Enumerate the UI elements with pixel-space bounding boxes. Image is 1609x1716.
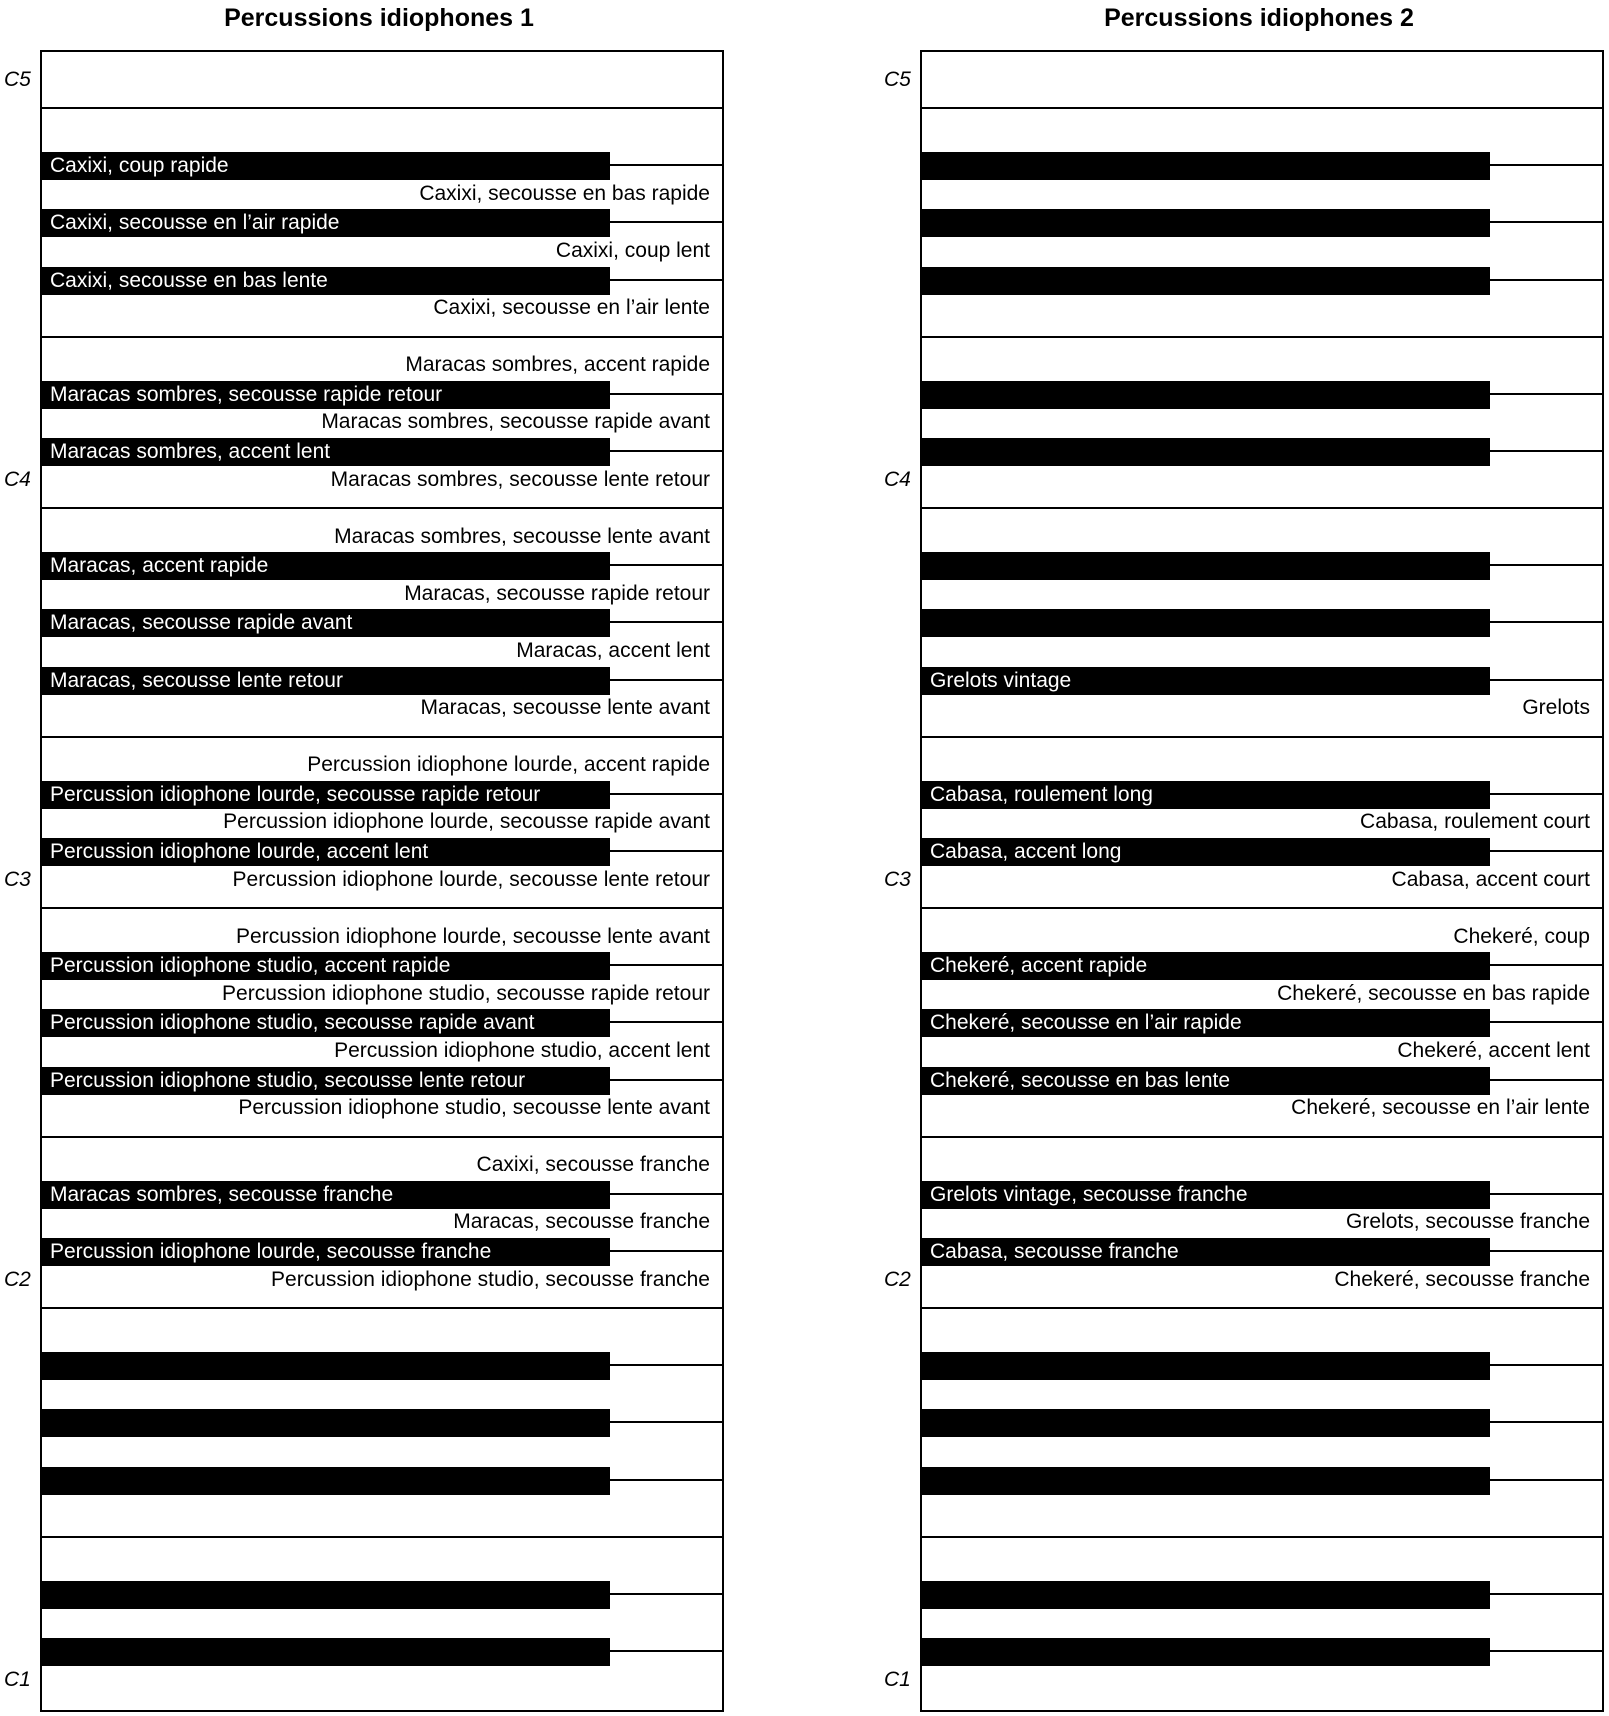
white-key-label: Percussion idiophone studio, secousse lente avant xyxy=(238,1096,710,1120)
black-key xyxy=(922,209,1490,237)
white-key xyxy=(42,52,722,109)
white-key-label: Chekeré, secousse en l’air lente xyxy=(1291,1096,1590,1120)
octave-label: C2 xyxy=(884,1268,911,1291)
white-key-label: Chekeré, secousse en bas rapide xyxy=(1277,981,1590,1005)
white-key-label: Caxixi, secousse en l’air lente xyxy=(433,296,710,320)
white-key-label: Chekeré, accent lent xyxy=(1397,1039,1590,1063)
white-key-label: Cabasa, roulement court xyxy=(1360,810,1590,834)
black-key xyxy=(42,838,610,866)
black-key-label: Cabasa, roulement long xyxy=(930,782,1153,806)
white-key-label: Maracas sombres, secousse lente avant xyxy=(334,524,710,548)
octave-label: C4 xyxy=(4,467,31,491)
black-key xyxy=(42,438,610,466)
white-key-label: Percussion idiophone lourde, accent rapide xyxy=(307,753,710,777)
black-key xyxy=(42,267,610,295)
white-key-label: Percussion idiophone studio, accent lent xyxy=(334,1039,710,1063)
black-key-label: Chekeré, secousse en bas lente xyxy=(930,1068,1231,1092)
black-key xyxy=(922,838,1490,866)
white-key-label: Maracas sombres, accent rapide xyxy=(405,353,710,377)
white-key-label: Cabasa, accent court xyxy=(1391,867,1590,891)
black-key-label: Chekeré, secousse en l’air rapide xyxy=(930,1011,1242,1035)
black-key xyxy=(42,552,610,580)
black-key xyxy=(42,1581,610,1609)
black-key-label: Percussion idiophone studio, secousse lente retour xyxy=(50,1068,526,1092)
black-key-label: Percussion idiophone lourde, accent lent xyxy=(50,840,429,864)
black-key xyxy=(922,1467,1490,1495)
white-key-label: Caxixi, secousse franche xyxy=(476,1153,710,1177)
black-key-label: Cabasa, secousse franche xyxy=(930,1240,1179,1264)
white-key-label: Maracas, secousse franche xyxy=(453,1210,710,1234)
black-key-label: Percussion idiophone studio, accent rapide xyxy=(50,954,451,978)
white-key-label: Percussion idiophone studio, secousse franche xyxy=(271,1267,710,1291)
keyboard-2-title: Percussions idiophones 2 xyxy=(1104,4,1414,32)
black-key-label: Chekeré, accent rapide xyxy=(930,954,1148,978)
black-key xyxy=(922,1181,1490,1209)
keyboard-1-title: Percussions idiophones 1 xyxy=(224,4,534,32)
black-key xyxy=(922,1409,1490,1437)
black-key-label: Grelots vintage, secousse franche xyxy=(930,1182,1248,1206)
black-key xyxy=(42,1352,610,1380)
black-key xyxy=(42,1009,610,1037)
black-key xyxy=(922,1638,1490,1666)
black-key xyxy=(922,152,1490,180)
white-key-label: Grelots xyxy=(1522,696,1590,720)
black-key xyxy=(42,1638,610,1666)
black-key xyxy=(42,1181,610,1209)
black-key-label: Caxixi, coup rapide xyxy=(50,154,229,178)
white-key-label: Percussion idiophone lourde, secousse lente retour xyxy=(232,867,710,891)
black-key xyxy=(922,267,1490,295)
black-key-label: Grelots vintage xyxy=(930,668,1072,692)
white-key-label: Caxixi, coup lent xyxy=(555,238,710,262)
black-key xyxy=(42,209,610,237)
white-key-label: Percussion idiophone lourde, secousse rapide avant xyxy=(223,810,710,834)
black-key-label: Percussion idiophone studio, secousse rapide avant xyxy=(50,1011,535,1035)
white-key-label: Maracas, secousse rapide retour xyxy=(404,581,710,605)
octave-label: C2 xyxy=(4,1268,31,1291)
black-key-label: Maracas, secousse rapide avant xyxy=(50,611,353,635)
black-key-label: Maracas, secousse lente retour xyxy=(50,668,343,692)
black-key-label: Percussion idiophone lourde, secousse rapide retour xyxy=(50,782,541,806)
black-key xyxy=(922,438,1490,466)
black-key xyxy=(922,1581,1490,1609)
white-key-label: Maracas, accent lent xyxy=(516,639,710,662)
black-key-label: Caxixi, secousse en bas lente xyxy=(50,268,328,292)
white-key xyxy=(922,52,1602,109)
black-key xyxy=(42,1067,610,1095)
white-key-label: Maracas, secousse lente avant xyxy=(420,696,710,720)
white-key-label: Percussion idiophone studio, secousse rapide retour xyxy=(222,981,710,1005)
black-key xyxy=(922,552,1490,580)
black-key xyxy=(922,1067,1490,1095)
black-key xyxy=(42,381,610,409)
black-key xyxy=(42,1467,610,1495)
black-key xyxy=(42,609,610,637)
black-key-label: Maracas sombres, accent lent xyxy=(50,440,331,463)
black-key xyxy=(922,1009,1490,1037)
octave-label: C3 xyxy=(884,868,911,891)
black-key-label: Cabasa, accent long xyxy=(930,840,1122,864)
white-key-label: Grelots, secousse franche xyxy=(1346,1210,1590,1234)
black-key-label: Caxixi, secousse en l’air rapide xyxy=(50,211,340,235)
octave-label: C5 xyxy=(884,67,911,91)
octave-label: C5 xyxy=(4,67,31,91)
black-key xyxy=(922,1238,1490,1266)
white-key-label: Maracas sombres, secousse rapide avant xyxy=(321,410,710,434)
white-key-label: Maracas sombres, secousse lente retour xyxy=(330,467,710,491)
black-key xyxy=(922,952,1490,980)
white-key-label: Chekeré, secousse franche xyxy=(1334,1267,1590,1291)
black-key xyxy=(922,1352,1490,1380)
black-key-label: Maracas sombres, secousse rapide retour xyxy=(50,382,443,406)
white-key-label: Chekeré, coup xyxy=(1453,924,1590,948)
black-key-label: Maracas sombres, secousse franche xyxy=(50,1182,394,1206)
octave-label: C1 xyxy=(4,1668,31,1692)
black-key xyxy=(922,781,1490,809)
white-key-label: Percussion idiophone lourde, secousse lente avant xyxy=(236,924,710,948)
black-key xyxy=(922,381,1490,409)
black-key xyxy=(42,781,610,809)
octave-label: C3 xyxy=(4,868,31,891)
keyboard-2 xyxy=(920,50,1604,1712)
black-key xyxy=(42,1238,610,1266)
octave-label: C4 xyxy=(884,467,911,491)
octave-label: C1 xyxy=(884,1668,911,1692)
black-key xyxy=(922,609,1490,637)
black-key-label: Percussion idiophone lourde, secousse franche xyxy=(50,1240,492,1264)
black-key-label: Maracas, accent rapide xyxy=(50,554,269,578)
black-key xyxy=(42,667,610,695)
white-key-label: Caxixi, secousse en bas rapide xyxy=(419,181,710,205)
black-key xyxy=(42,1409,610,1437)
keyboard-1 xyxy=(40,50,724,1712)
black-key xyxy=(922,667,1490,695)
black-key xyxy=(42,952,610,980)
black-key xyxy=(42,152,610,180)
